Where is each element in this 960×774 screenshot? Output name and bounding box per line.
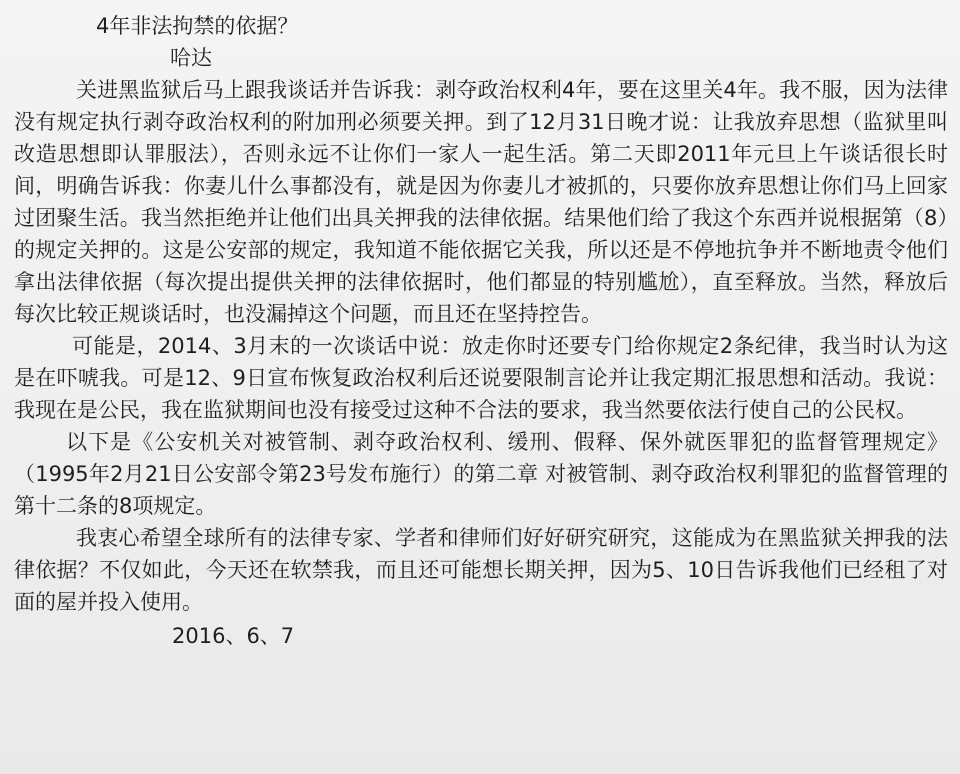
document-title: 4年非法拘禁的依据？ [96, 14, 299, 38]
paragraph-2: 可能是，2014、3月末的一次谈话中说：放走你时还要专门给你规定2条纪律，我当时认为这是在吓唬我。可是12、9日宣布恢复政治权利后还说要限制言论并让我定期汇报思想和活动。我说：我现在是公民，我在监狱期间也没有接受过这种不合法的要求，我当然要依法行使自己的公民权。 [14, 334, 948, 422]
paragraph-4: 我衷心希望全球所有的法律专家、学者和律师们好好研究研究，这能成为在黑监狱关押我的法律依据？不仅如此，今天还在软禁我，而且还可能想长期关押，因为5、10日告诉我他们已经租了对面的屋并投入使用。 [14, 526, 948, 614]
paragraph-3: 以下是《公安机关对被管制、剥夺政治权利、缓刑、假释、保外就医罪犯的监督管理规定》（1995年2月21日公安部令第23号发布施行）的第二章 对被管制、剥夺政治权利罪犯的监督管理的第十二条的8项规定。 [14, 430, 948, 518]
document-author: 哈达 [170, 46, 212, 70]
document-date: 2016、6、7 [172, 624, 295, 648]
paragraph-1: 关进黑监狱后马上跟我谈话并告诉我：剥夺政治权利4年，要在这里关4年。我不服，因为法律没有规定执行剥夺政治权利的附加刑必须要关押。到了12月31日晚才说：让我放弃思想（监狱里叫改造思想即认罪服法），否则永远不让你们一家人一起生活。第二天即2011年元旦上午谈话很长时间，明确告诉我：你妻儿什么事都没有，就是因为你妻儿才被抓的，只要你放弃思想让你们马上回家过团聚生活。我当然拒绝并让他们出具关押我的法律依据。结果他们给了我这个东西并说根据第（8）的规定关押的。这是公安部的规定，我知道不能依据它关我，所以还是不停地抗争并不断地责令他们拿出法律依据（每次提出提供关押的法律依据时，他们都显的特别尴尬），直至释放。当然，释放后每次比较正规谈话时，也没漏掉这个问题，而且还在坚持控告。 [14, 78, 948, 326]
